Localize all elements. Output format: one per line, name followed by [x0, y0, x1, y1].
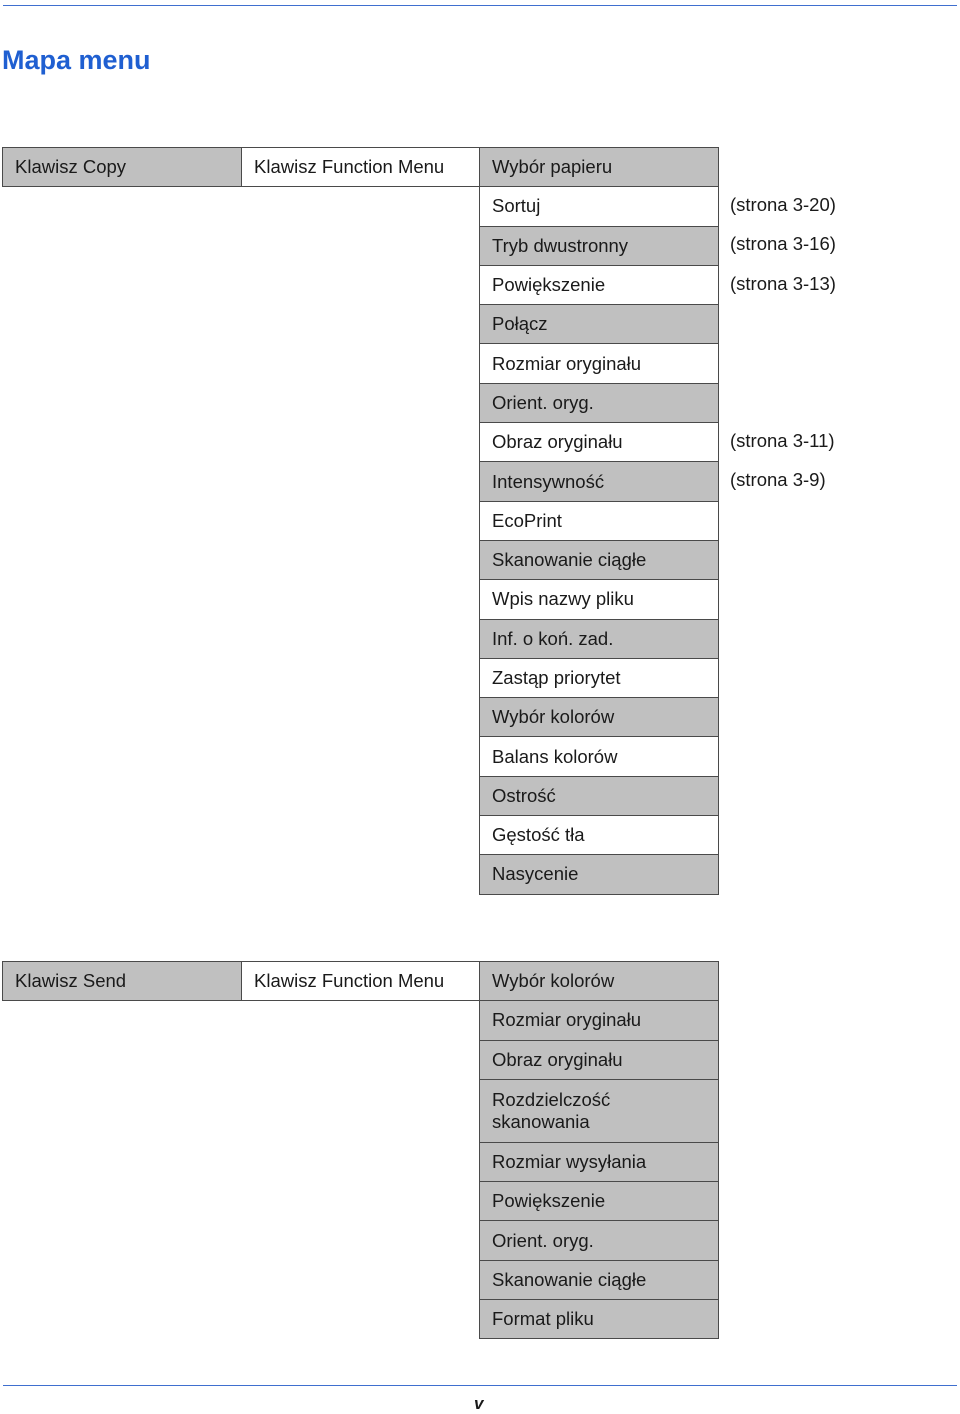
copy-item-background-density: Gęstość tła — [479, 815, 719, 855]
bottom-rule — [3, 1385, 957, 1386]
send-item-scan-resolution-line1: Rozdzielczość — [492, 1088, 611, 1110]
page-title: Mapa menu — [2, 45, 151, 75]
send-item-file-format: Format pliku — [479, 1299, 719, 1339]
ref-zoom: (strona 3-13) — [730, 273, 836, 294]
copy-item-saturation: Nasycenie — [479, 854, 719, 894]
ref-original-image: (strona 3-11) — [730, 430, 835, 451]
copy-item-original-image: Obraz oryginału — [479, 422, 719, 462]
copy-item-ecoprint: EcoPrint — [479, 501, 719, 541]
copy-item-file-name: Wpis nazwy pliku — [479, 579, 719, 619]
copy-item-priority-override: Zastąp priorytet — [479, 658, 719, 698]
send-item-scan-resolution-line2: skanowania — [492, 1110, 590, 1132]
send-key-box: Klawisz Send — [2, 961, 242, 1001]
send-function-menu-box: Klawisz Function Menu — [241, 961, 480, 1001]
copy-item-sharpness: Ostrość — [479, 776, 719, 816]
send-function-items — [479, 961, 719, 1339]
page-number: v — [474, 1394, 484, 1413]
send-item-scan-resolution — [479, 1079, 719, 1143]
copy-item-sort: Sortuj — [479, 186, 719, 226]
top-rule — [3, 5, 957, 6]
copy-item-color-select: Wybór kolorów — [479, 697, 719, 737]
ref-duplex: (strona 3-16) — [730, 233, 836, 254]
ref-sort: (strona 3-20) — [730, 194, 836, 215]
send-item-orientation: Orient. oryg. — [479, 1220, 719, 1260]
send-item-color-select: Wybór kolorów — [479, 961, 719, 1001]
copy-function-menu-box: Klawisz Function Menu — [241, 147, 480, 187]
copy-item-paper-select: Wybór papieru — [479, 147, 719, 187]
send-item-continuous-scan: Skanowanie ciągłe — [479, 1260, 719, 1300]
copy-item-zoom: Powiększenie — [479, 265, 719, 305]
send-item-send-size: Rozmiar wysyłania — [479, 1142, 719, 1182]
copy-item-color-balance: Balans kolorów — [479, 736, 719, 776]
copy-key-box: Klawisz Copy — [2, 147, 242, 187]
copy-item-density: Intensywność — [479, 461, 719, 501]
copy-item-original-size: Rozmiar oryginału — [479, 343, 719, 383]
copy-item-combine: Połącz — [479, 304, 719, 344]
copy-item-job-finish-notice: Inf. o koń. zad. — [479, 619, 719, 659]
send-item-zoom: Powiększenie — [479, 1181, 719, 1221]
ref-density: (strona 3-9) — [730, 469, 826, 490]
copy-item-continuous-scan: Skanowanie ciągłe — [479, 540, 719, 580]
copy-item-duplex: Tryb dwustronny — [479, 226, 719, 266]
send-item-original-image: Obraz oryginału — [479, 1040, 719, 1080]
copy-item-orientation: Orient. oryg. — [479, 383, 719, 423]
send-item-original-size: Rozmiar oryginału — [479, 1000, 719, 1040]
copy-function-items — [479, 147, 719, 895]
